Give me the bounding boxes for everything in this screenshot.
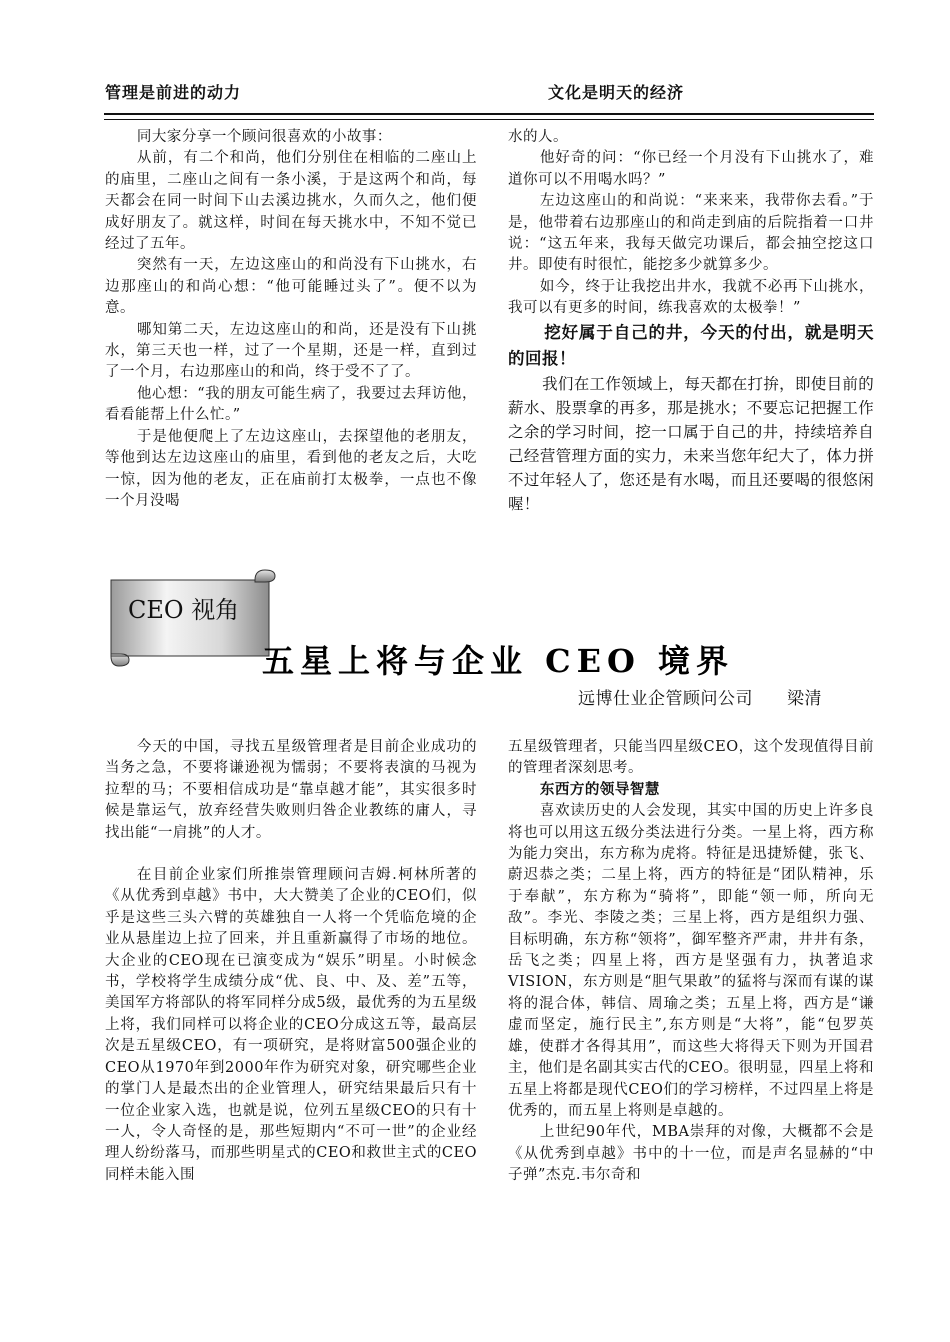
article-paragraph: 上世纪90年代，MBA崇拜的对像，大概都不会是《从优秀到卓越》书中的十一位，而是声名显赫的“中子弹”杰克.韦尔奇和: [508, 1124, 874, 1184]
article-byline: [578, 684, 822, 709]
article-paragraph: 在目前企业家们所推崇管理顾问吉姆.柯林所著的《从优秀到卓越》书中，大大赞美了企业的CEO们，似乎是这些三头六臂的英雄独自一人将一个凭临危境的企业从悬崖边上拉了回来，并且重新赢得了市场的地位。大企业的CEO现在已演变成为“娱乐”明星。小时候念书，学校将学生成绩分成“优、良、中、及、差”五等，美国军方将部队的将军同样分成5级，最优秀的为五星级上将，我们同样可以将企业的CEO分成这五等，最高层次是五星级CEO，有一项研究，是将财富500强企业的CEO从1970年到2000年作为研究对象，研究哪些企业的掌门人是最杰出的企业管理人，研究结果最后只有十一位企业家入选，也就是说，位列五星级CEO的只有十一人，令人奇怪的是，那些短期内“不可一世”的企业经理人纷纷落马，而那些明星式的CEO和救世主式的CEO同样未能入围: [105, 867, 477, 1183]
section-label: CEO 视角: [128, 596, 240, 624]
header-rule-thick: [104, 113, 874, 115]
byline-author: 梁清: [787, 689, 822, 709]
article-subheading: 东西方的领导智慧: [539, 781, 660, 798]
article-paragraph: 今天的中国，寻找五星级管理者是目前企业成功的当务之急，不要将谦逊视为懦弱；不要将表演的马视为拉犁的马；不要相信成功是“靠卓越才能”，其实很多时候是靠运气，放弃经营失败则归咎企业教练的庸人，寻找出能“一肩挑”的人才。: [105, 739, 477, 841]
story-paragraph: 同大家分享一个顾问很喜欢的小故事：: [136, 129, 392, 145]
article-continuation: 五星级管理者，只能当四星级CEO，这个发现值得目前的管理者深刻思考。: [508, 739, 874, 777]
header-rule-thin: [104, 119, 874, 120]
story-paragraph: 他好奇的问：“你已经一个月没有下山挑水了，难道你可以不用喝水吗？”: [508, 150, 874, 188]
story-paragraph: 于是他便爬上了左边这座山，去探望他的老朋友，等他到达左边这座山的庙里，看到他的老友之后，大吃一惊，因为他的老友，正在庙前打太极拳，一点也不像一个月没喝: [105, 428, 477, 509]
article-right-column: [508, 737, 874, 1187]
running-header-left: 管理是前进的动力: [105, 83, 242, 102]
article-paragraph: 喜欢读历史的人会发现，其实中国的历史上许多良将也可以用这五级分类法进行分类。一星上将，西方称为能力突出，东方称为虎将。特征是迅捷矫健，张飞、蔚迟恭之类；二星上将，西方的特征是“团队精神，乐于奉献”，东方称为“骑将”，即能“领一师，所向无敌”。李光、李陵之类；三星上将，西方是组织力强、目标明确，东方称“领将”，御军整齐严肃，井井有条，岳飞之类；四星上将，西方是坚强有力，执著追求VISION，东方则是“胆气果敢”的猛将与深而有谋的谋将的混合体，韩信、周瑜之类；五星上将，西方是“谦虚而坚定，施行民主”,东方则是“大将”，能“包罗英雄，使群才各得其用”，而这些大将得天下则为开国君主，他们是名副其实古代的CEO。很明显，四星上将和五星上将都是现代CEO们的学习榜样，不过四星上将是优秀的，而五星上将则是卓越的。: [508, 803, 874, 1119]
story-paragraph: 左边这座山的和尚说：“来来来，我带你去看。”于是，他带着右边那座山的和尚走到庙的后院指着一口井说：“这五年来，我每天做完功课后，都会抽空挖这口井。即使有时很忙，能挖多少就算多少。: [508, 193, 874, 274]
story-motto-body: 我们在工作领域上，每天都在打拚，即使目前的薪水、股票拿的再多，那是挑水；不要忘记把握工作之余的学习时间，挖一口属于自己的井，持续培养自己经营管理方面的实力，未来当您年纪大了，体力拼不过年轻人了，您还是有水喝，而且还要喝的很悠闲喔！: [508, 374, 874, 513]
byline-organization: 远博仕业企管顾问公司: [578, 689, 753, 709]
story-continuation: 水的人。: [508, 129, 568, 145]
story-paragraph: 哪知第二天，左边这座山的和尚，还是没有下山挑水，第三天也一样，过了一个星期，还是一样，直到过了一个月，右边那座山的和尚，终于受不了了。: [105, 321, 477, 381]
story-left-column: [105, 127, 477, 512]
article-left-column: [105, 737, 477, 1186]
story-paragraph: 突然有一天，左边这座山的和尚没有下山挑水，右边那座山的和尚心想：“他可能睡过头了”。便不以为意。: [105, 257, 477, 317]
story-paragraph: 如今，终于让我挖出井水，我就不必再下山挑水，我可以有更多的时间，练我喜欢的太极拳！”: [508, 278, 874, 317]
story-paragraph: 从前，有二个和尚，他们分别住在相临的二座山上的庙里，二座山之间有一条小溪，于是这两个和尚，每天都会在同一时间下山去溪边挑水，久而久之，他们便成好朋友了。就这样，时间在每天挑水中，不知不觉已经过了五年。: [105, 150, 477, 253]
story-right-column: [508, 127, 874, 516]
article-title: 五星上将与企业 CEO 境界: [262, 642, 735, 680]
story-motto: 挖好属于自己的井，今天的付出，就是明天的回报！: [508, 322, 874, 368]
running-header-right: 文化是明天的经济: [548, 83, 685, 102]
story-paragraph: 他心想：“我的朋友可能生病了，我要过去拜访他，看看能帮上什么忙。”: [105, 385, 477, 424]
